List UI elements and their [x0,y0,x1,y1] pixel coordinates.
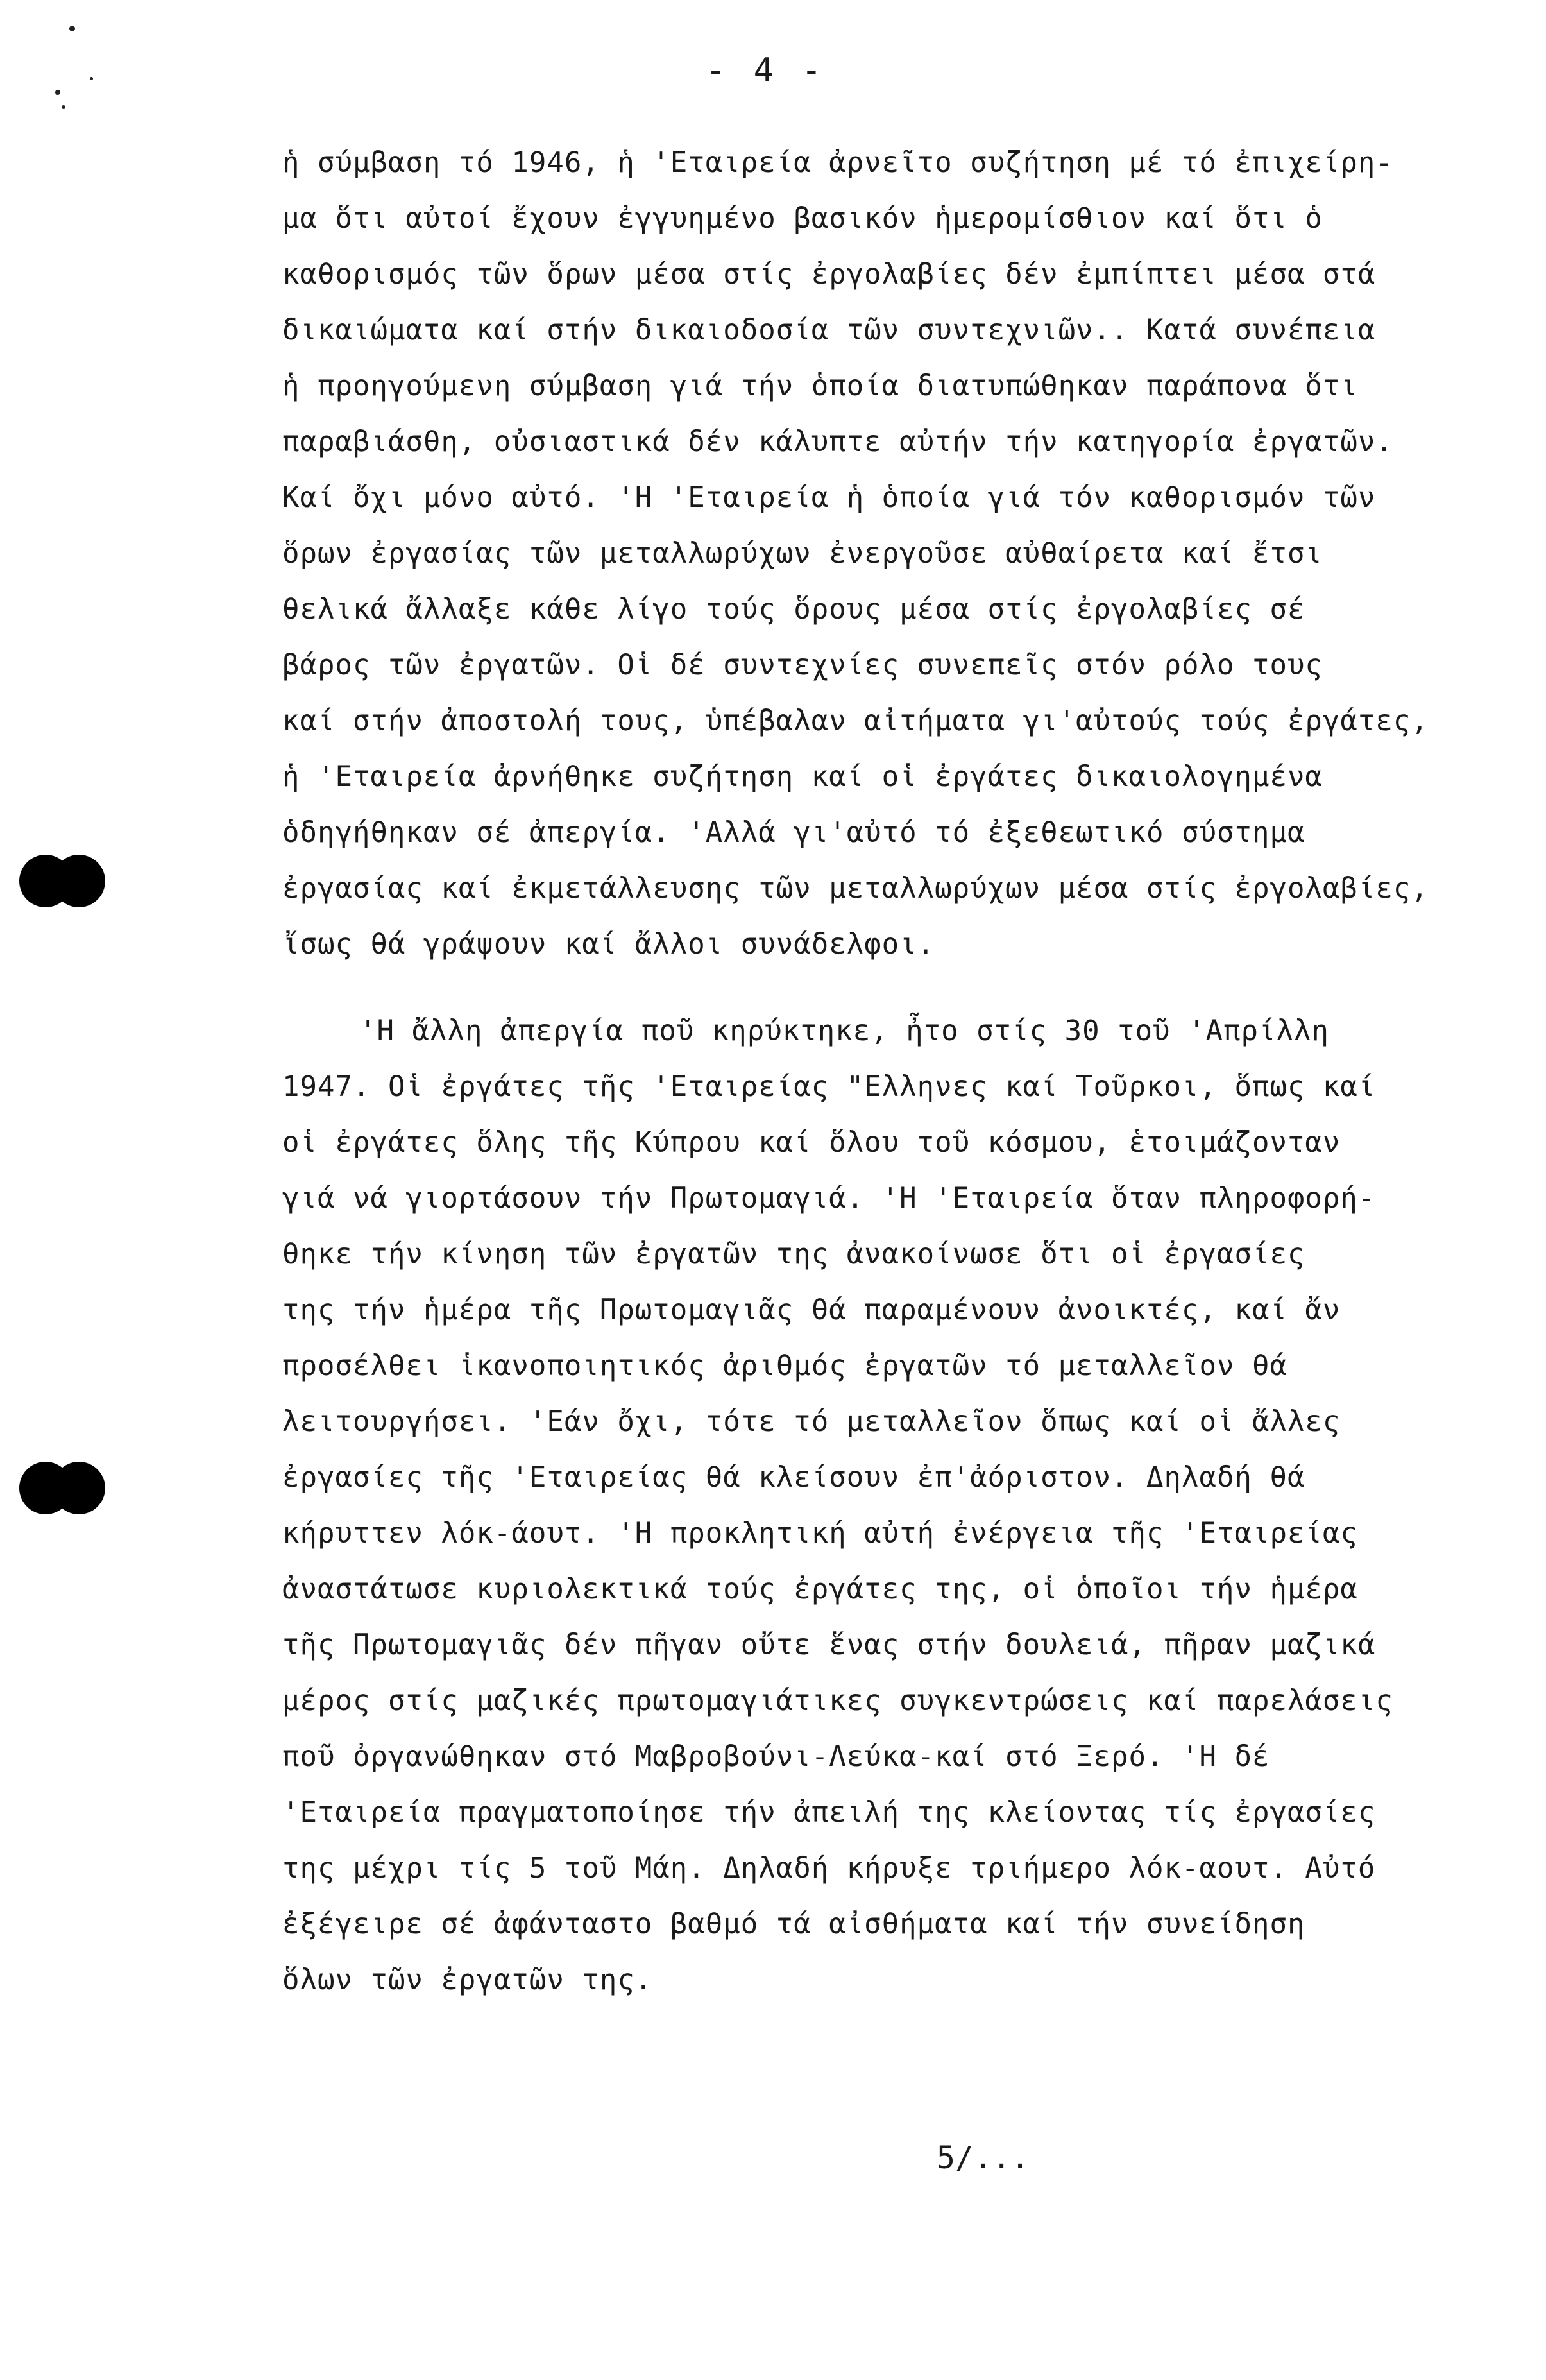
text-line: προσέλθει ἱκανοποιητικός ἀριθμός ἐργατῶν τό μεταλλεῖον θά [282,1349,1287,1382]
text-line: καθορισμός τῶν ὅρων μέσα στίς ἐργολαβίες δέν ἐμπίπτει μέσα στά [282,258,1376,291]
scan-speck [55,90,60,95]
text-line: θελικά ἄλλαξε κάθε λίγο τούς ὅρους μέσα στίς ἐργολαβίες σέ [282,593,1305,626]
body-text [282,135,1533,2008]
scan-speck [90,77,93,80]
text-line: Καί ὄχι μόνο αὐτό. 'Η 'Εταιρεία ἡ ὁποία γιά τόν καθορισμόν τῶν [282,481,1376,514]
text-line: ποῦ ὀργανώθηκαν στό Μαβροβούνι-Λεύκα-καί στό Ξερό. 'Η δέ [282,1740,1270,1773]
paragraph-1 [282,135,1533,972]
text-line: 1947. Οἱ ἐργάτες τῆς 'Εταιρείας "Ελληνες καί Τοῦρκοι, ὅπως καί [282,1070,1376,1103]
text-line: ἀναστάτωσε κυριολεκτικά τούς ἐργάτες της, οἱ ὁποῖοι τήν ἡμέρα [282,1573,1358,1605]
text-line: ἡ σύμβαση τό 1946, ἡ 'Εταιρεία ἀρνεῖτο συζήτηση μέ τό ἐπιχείρη- [282,146,1393,179]
text-line: ὅλων τῶν ἐργατῶν της. [282,1964,653,1996]
text-line: ἡ προηγούμενη σύμβαση γιά τήν ὁποία διατυπώθηκαν παράπονα ὅτι [282,370,1358,402]
paragraph-2 [282,1003,1533,2008]
text-line: τῆς Πρωτομαγιᾶς δέν πῆγαν οὔτε ἕνας στήν δουλειά, πῆραν μαζικά [282,1629,1376,1661]
text-line: μέρος στίς μαζικές πρωτομαγιάτικες συγκεντρώσεις καί παρελάσεις [282,1684,1393,1717]
scan-speck [69,26,75,31]
text-line: ἐξέγειρε σέ ἀφάνταστο βαθμό τά αἰσθήματα καί τήν συνείδηση [282,1908,1305,1940]
text-line: ἴσως θά γράψουν καί ἄλλοι συνάδελφοι. [282,928,935,961]
text-line: ἡ 'Εταιρεία ἀρνήθηκε συζήτηση καί οἱ ἐργάτες δικαιολογημένα [282,760,1323,793]
text-line: ἐργασίας καί ἐκμετάλλευσης τῶν μεταλλωρύχων μέσα στίς ἐργολαβίες, [282,872,1429,905]
text-line: οἱ ἐργάτες ὅλης τῆς Κύπρου καί ὅλου τοῦ κόσμου, ἑτοιμάζονταν [282,1126,1341,1159]
text-line: βάρος τῶν ἐργατῶν. Οἱ δέ συντεχνίες συνεπεῖς στόν ρόλο τους [282,649,1323,681]
page-number: - 4 - [706,51,826,90]
continuation-marker: 5/... [937,2140,1030,2176]
text-line: γιά νά γιορτάσουν τήν Πρωτομαγιά. 'Η 'Εταιρεία ὅταν πληροφορή- [282,1182,1376,1215]
text-line: 'Η ἄλλη ἀπεργία ποῦ κηρύκτηκε, ἦτο στίς 30 τοῦ 'Απρίλλη [359,1014,1329,1047]
text-line: θηκε τήν κίνηση τῶν ἐργατῶν της ἀνακοίνωσε ὅτι οἱ ἐργασίες [282,1238,1305,1271]
text-line: δικαιώματα καί στήν δικαιοδοσία τῶν συντεχνιῶν.. Κατά συνέπεια [282,314,1376,347]
text-line: 'Εταιρεία πραγματοποίησε τήν ἀπειλή της κλείοντας τίς ἐργασίες [282,1796,1376,1829]
text-line: ἐργασίες τῆς 'Εταιρείας θά κλείσουν ἐπ'ἀόριστον. Δηλαδή θά [282,1461,1305,1494]
text-line: ὅρων ἐργασίας τῶν μεταλλωρύχων ἐνεργοῦσε αὐθαίρετα καί ἔτσι [282,537,1323,570]
text-line: παραβιάσθη, οὐσιαστικά δέν κάλυπτε αὐτήν τήν κατηγορία ἐργατῶν. [282,425,1393,458]
text-line: ὁδηγήθηκαν σέ ἀπεργία. 'Αλλά γι'αὐτό τό ἐξεθεωτικό σύστημα [282,816,1305,849]
scan-speck [62,105,65,109]
text-line: της τήν ἡμέρα τῆς Πρωτομαγιᾶς θά παραμένουν ἀνοικτές, καί ἄν [282,1294,1341,1326]
text-line: της μέχρι τίς 5 τοῦ Μάη. Δηλαδή κήρυξε τριήμερο λόκ-αουτ. Αὐτό [282,1852,1376,1885]
punch-hole-pair-top [19,848,106,912]
text-line: κήρυττεν λόκ-άουτ. 'Η προκλητική αὐτή ἐνέργεια τῆς 'Εταιρείας [282,1517,1358,1550]
text-line: μα ὅτι αὐτοί ἔχουν ἐγγυημένο βασικόν ἡμερομίσθιον καί ὅτι ὁ [282,202,1323,235]
text-line: καί στήν ἀποστολή τους, ὑπέβαλαν αἰτήματα γι'αὐτούς τούς ἐργάτες, [282,705,1429,737]
punch-hole-pair-bottom [19,1455,106,1520]
text-line: λειτουργήσει. 'Εάν ὄχι, τότε τό μεταλλεῖον ὅπως καί οἱ ἄλλες [282,1405,1341,1438]
